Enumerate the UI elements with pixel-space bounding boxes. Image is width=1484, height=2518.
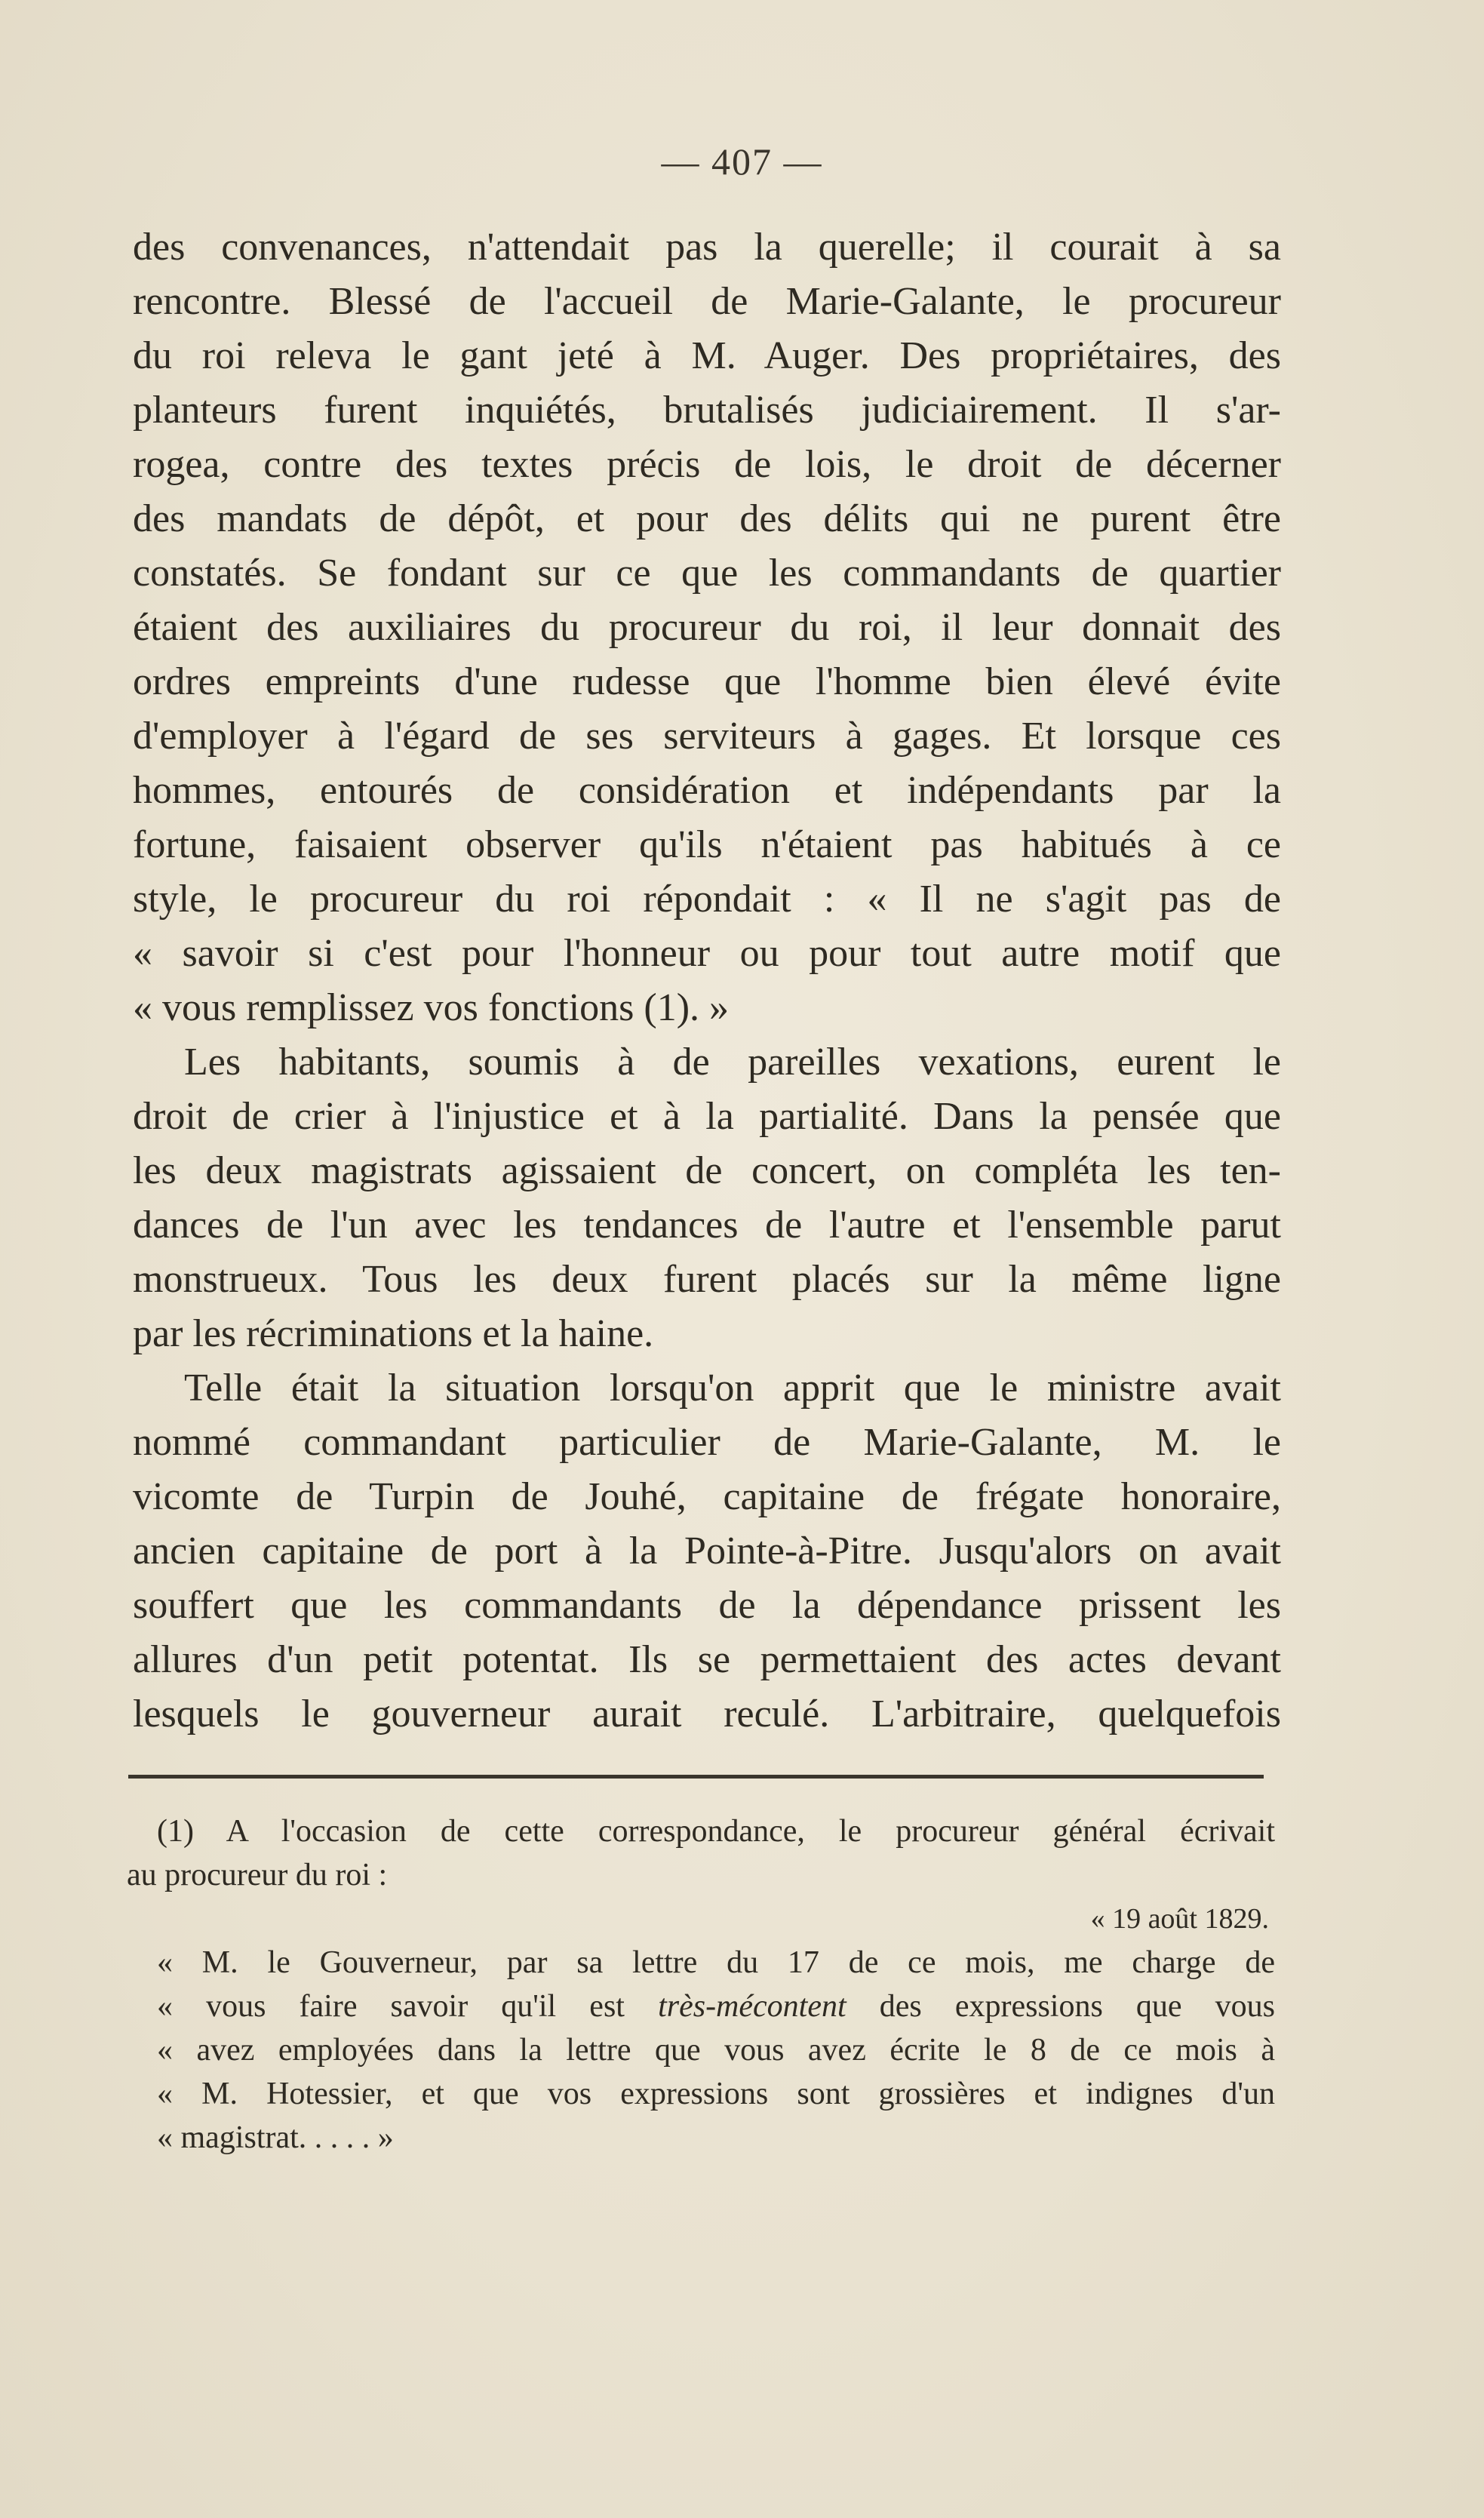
text-line: style, le procureur du roi répondait : « Il ne s'agit pas de [133, 878, 1281, 921]
text-line: souffert que les commandants de la dépendance prissent les [133, 1584, 1281, 1627]
footnote-date [127, 1897, 1275, 1941]
footnote [127, 1809, 1275, 2160]
text-line: d'employer à l'égard de ses serviteurs à gages. Et lorsque ces [133, 715, 1281, 758]
body-text [133, 220, 1281, 1742]
text-line: les deux magistrats agissaient de concert, on compléta les ten- [133, 1149, 1281, 1192]
footnote-quote-emphasis: très-mécontent [658, 1989, 846, 2024]
text-line: des mandats de dépôt, et pour des délits qui ne purent être [133, 497, 1281, 540]
text-line: Les habitants, soumis à de pareilles vexations, eurent le [184, 1041, 1281, 1084]
text-line: constatés. Se fondant sur ce que les commandants de quartier [133, 552, 1281, 595]
text-line: rogea, contre des textes précis de lois, le droit de décerner [133, 443, 1281, 486]
footnote-line: au procureur du roi : [127, 1858, 388, 1892]
footnote-quote-text: « vous faire savoir qu'il est [157, 1989, 659, 2024]
text-line: monstrueux. Tous les deux furent placés sur la même ligne [133, 1258, 1281, 1301]
footnote-quote-line: « M. le Gouverneur, par sa lettre du 17 de ce mois, me charge de [157, 1945, 1275, 1980]
text-line: rencontre. Blessé de l'accueil de Marie-Galante, le procureur [133, 280, 1281, 323]
text-line: planteurs furent inquiétés, brutalisés judiciairement. Il s'ar- [133, 389, 1281, 432]
text-line: du roi releva le gant jeté à M. Auger. Des propriétaires, des [133, 334, 1281, 377]
text-line: fortune, faisaient observer qu'ils n'étaient pas habitués à ce [133, 823, 1281, 866]
text-line: par les récriminations et la haine. [133, 1312, 654, 1355]
footnote-quote-line: « magistrat. . . . . » [157, 2120, 394, 2155]
footnote-divider [128, 1775, 1264, 1779]
text-line: nommé commandant particulier de Marie-Galante, M. le [133, 1421, 1281, 1464]
text-line: des convenances, n'attendait pas la querelle; il courait à sa [133, 226, 1281, 269]
text-line: dances de l'un avec les tendances de l'autre et l'ensemble parut [133, 1204, 1281, 1247]
page-number: — 407 — [661, 140, 823, 183]
text-line: « savoir si c'est pour l'honneur ou pour tout autre motif que [133, 932, 1281, 975]
text-line: étaient des auxiliaires du procureur du roi, il leur donnait des [133, 606, 1281, 649]
footnote-date-text: « 19 août 1829. [1090, 1903, 1269, 1935]
text-line: Telle était la situation lorsqu'on apprit que le ministre avait [184, 1367, 1281, 1410]
text-line: « vous remplissez vos fonctions (1). » [133, 986, 730, 1029]
footnote-quote-text: des expressions que vous [846, 1989, 1275, 2024]
text-line: hommes, entourés de considération et indépendants par la [133, 769, 1281, 812]
text-line: droit de crier à l'injustice et à la partialité. Dans la pensée que [133, 1095, 1281, 1138]
text-line: vicomte de Turpin de Jouhé, capitaine de frégate honoraire, [133, 1475, 1281, 1518]
footnote-quote-line: « avez employées dans la lettre que vous avez écrite le 8 de ce mois à [157, 2033, 1275, 2068]
footnote-line: (1) A l'occasion de cette correspondance, le procureur général écrivait [157, 1814, 1275, 1849]
text-line: ordres empreints d'une rudesse que l'homme bien élevé évite [133, 660, 1281, 703]
footnote-quote-line [127, 1985, 1275, 2028]
text-line: lesquels le gouverneur aurait reculé. L'arbitraire, quelquefois [133, 1693, 1281, 1736]
text-line: ancien capitaine de port à la Pointe-à-Pitre. Jusqu'alors on avait [133, 1530, 1281, 1573]
footnote-quote-line: « M. Hotessier, et que vos expressions sont grossières et indignes d'un [157, 2077, 1275, 2111]
text-line: allures d'un petit potentat. Ils se permettaient des actes devant [133, 1638, 1281, 1681]
